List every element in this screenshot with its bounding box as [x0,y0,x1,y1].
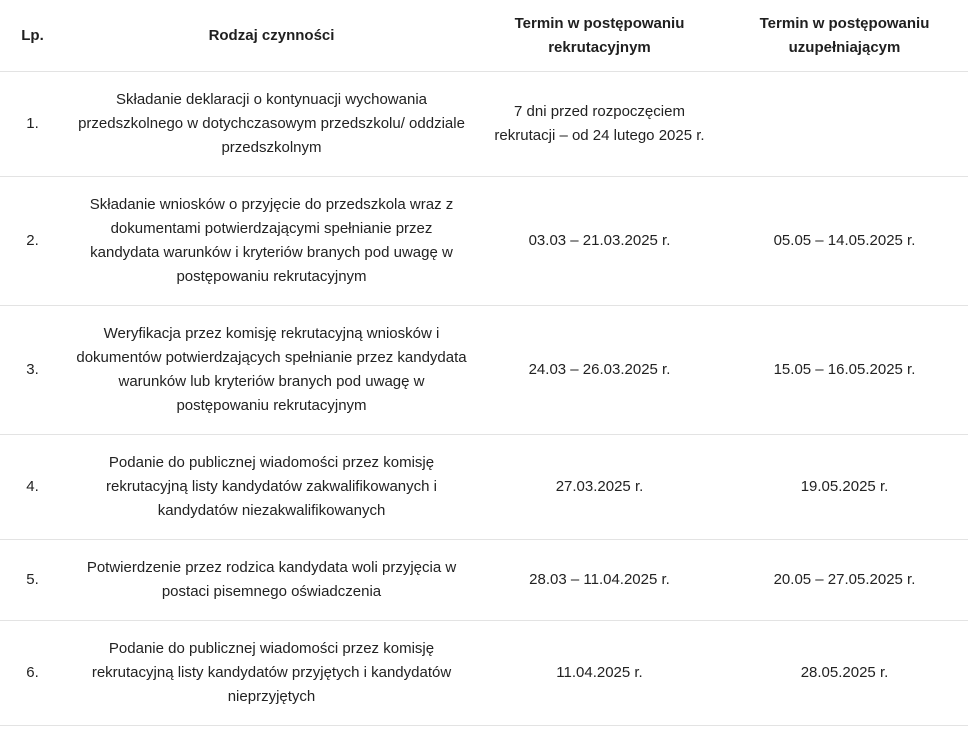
term-recruitment-cell: 11.04.2025 r. [478,621,721,726]
table-row [0,621,968,726]
row-number: 3. [0,306,65,435]
table-row [0,435,968,540]
header-term-supplementary: Termin w postępowaniu uzupełniającym [759,14,930,56]
term-recruitment-cell: 03.03 – 21.03.2025 r. [478,177,721,306]
table-row [0,306,968,435]
row-number: 4. [0,435,65,540]
term-supplementary-cell: 20.05 – 27.05.2025 r. [721,540,968,621]
term-recruitment-cell: 24.03 – 26.03.2025 r. [478,306,721,435]
table-header-row [0,0,968,72]
table-row [0,177,968,306]
row-number: 6. [0,621,65,726]
header-lp: Lp. [21,26,44,44]
term-recruitment-cell: 28.03 – 11.04.2025 r. [478,540,721,621]
row-number: 1. [0,72,65,177]
activity-cell: Weryfikacja przez komisję rekrutacyjną wniosków i dokumentów potwierdzających spełnianie przez kandydata warunków lub kryteriów branych pod uwagę w postępowaniu rekrutacyjnym [65,306,478,435]
activity-cell: Podanie do publicznej wiadomości przez komisję rekrutacyjną listy kandydatów przyjętych i kandydatów nieprzyjętych [65,621,478,726]
term-supplementary-cell: 05.05 – 14.05.2025 r. [721,177,968,306]
activity-cell: Składanie wniosków o przyjęcie do przedszkola wraz z dokumentami potwierdzającymi spełnianie przez kandydata warunków i kryteriów branych pod uwagę w postępowaniu rekrutacyjnym [65,177,478,306]
header-activity: Rodzaj czynności [208,26,335,44]
term-supplementary-cell [721,72,968,177]
term-supplementary-cell: 15.05 – 16.05.2025 r. [721,306,968,435]
row-number: 2. [0,177,65,306]
table-row [0,72,968,177]
activity-cell: Składanie deklaracji o kontynuacji wychowania przedszkolnego w dotychczasowym przedszkolu/ oddziale przedszkolnym [65,72,478,177]
row-number: 5. [0,540,65,621]
header-term-recruitment: Termin w postępowaniu rekrutacyjnym [514,14,685,56]
term-supplementary-cell: 19.05.2025 r. [721,435,968,540]
term-recruitment-cell: 27.03.2025 r. [478,435,721,540]
activity-cell: Podanie do publicznej wiadomości przez komisję rekrutacyjną listy kandydatów zakwalifikowanych i kandydatów niezakwalifikowanych [65,435,478,540]
activity-cell: Potwierdzenie przez rodzica kandydata woli przyjęcia w postaci pisemnego oświadczenia [65,540,478,621]
term-recruitment-cell: 7 dni przed rozpoczęciem rekrutacji – od 24 lutego 2025 r. [478,72,721,177]
table-row [0,540,968,621]
term-supplementary-cell: 28.05.2025 r. [721,621,968,726]
